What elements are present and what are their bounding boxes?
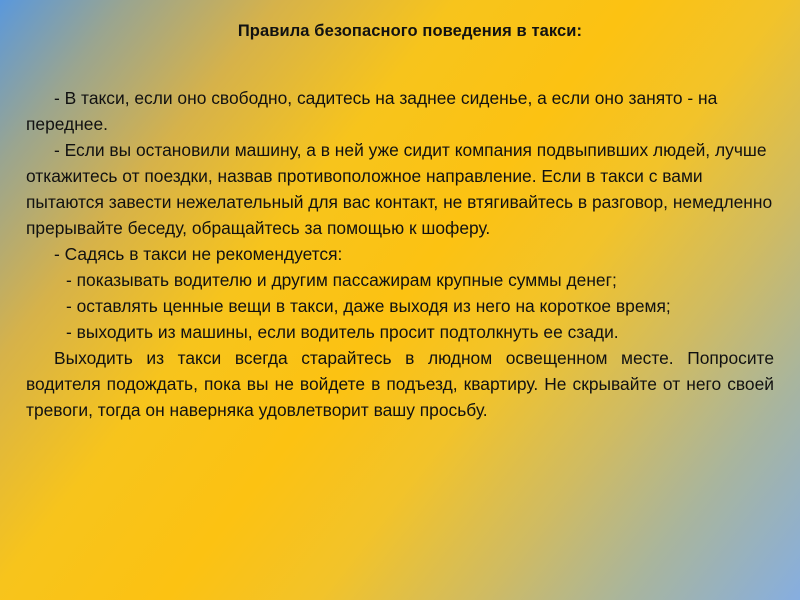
paragraph-seat: - В такси, если оно свободно, садитесь на заднее сиденье, а если оно занято - на переднее. bbox=[26, 88, 718, 134]
paragraph-stop-car: - Если вы остановили машину, а в ней уже сидит компания подвыпивших людей, лучше откажитесь от поездки, назвав противоположное направление. Если в такси с вами пытаются завести нежелательный для вас контакт, не втягивайтесь в разговор, немедленно прерывайте беседу, обращайтесь за помощью к шоферу. bbox=[26, 140, 773, 238]
slide-title: Правила безопасного поведения в такси: bbox=[237, 22, 583, 40]
list-item-push-car: - выходить из машины, если водитель просит подтолкнуть ее сзади. bbox=[66, 322, 619, 342]
paragraph-exit: Выходить из такси всегда старайтесь в людном освещенном месте. Попросите водителя подождать, пока вы не войдете в подъезд, квартиру. Не скрывайте от него своей тревоги, тогда он наверняка удовлетворит вашу просьбу. bbox=[26, 348, 774, 420]
list-item-valuables: - оставлять ценные вещи в такси, даже выходя из него на короткое время; bbox=[66, 296, 671, 316]
slide-body bbox=[26, 85, 774, 423]
list-item-money: - показывать водителю и другим пассажирам крупные суммы денег; bbox=[66, 270, 617, 290]
paragraph-not-recommended: - Садясь в такси не рекомендуется: bbox=[54, 244, 343, 264]
